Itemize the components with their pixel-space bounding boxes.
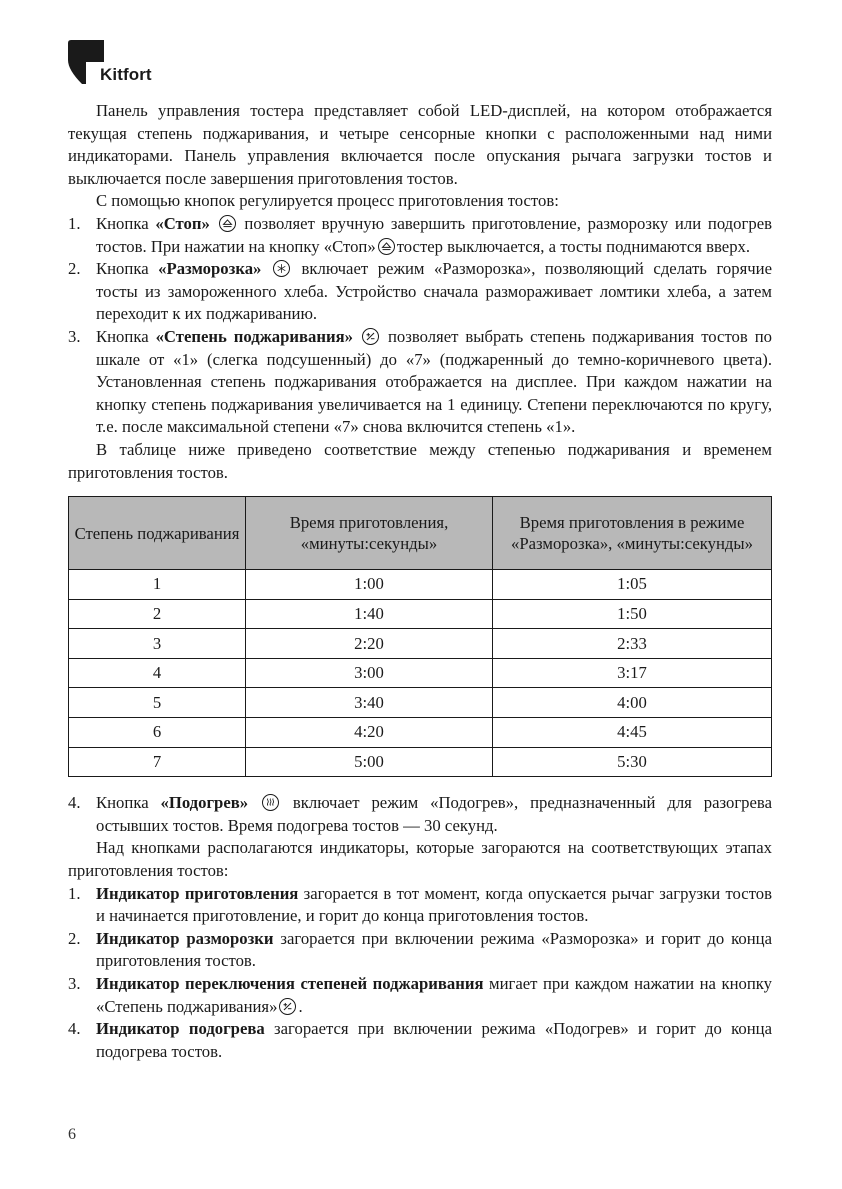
page-content — [68, 100, 772, 1063]
item-text: загорается при включении режима «Подогрев» и горит до конца подогрева тостов. — [96, 1019, 772, 1061]
heat-waves-icon — [262, 794, 279, 811]
kitfort-logo-mark — [68, 40, 104, 84]
list-number: 2. — [68, 928, 81, 948]
table-row — [69, 599, 772, 629]
item-title: «Разморозка» — [158, 259, 262, 279]
item-title: Индикатор переключения степеней поджаривания — [96, 974, 484, 993]
item-title: «Стоп» — [155, 213, 210, 233]
item-title: «Степень поджаривания» — [155, 326, 354, 346]
item-text: загорается при включении режима «Разморозка» и горит до конца приготовления тостов. — [96, 928, 772, 971]
eject-icon — [378, 238, 395, 255]
table-row — [69, 718, 772, 748]
table-header: Время приготовления, «минуты:секунды» — [246, 497, 493, 570]
table-cell: 3:17 — [493, 658, 772, 688]
table-cell: 2:20 — [246, 629, 493, 659]
table-cell: 1:50 — [493, 599, 772, 629]
list-item-defrost-indicator — [68, 928, 772, 973]
item-text: Кнопка — [96, 213, 156, 233]
list-number: 2. — [68, 259, 81, 279]
table-cell: 6 — [69, 718, 246, 748]
table-row — [69, 658, 772, 688]
browning-time-table — [68, 496, 772, 777]
item-text: мигает при каждом нажатии на кнопку «Степень поджаривания» — [96, 974, 773, 1016]
item-text: включает режим «Подогрев», предназначенный для разогрева остывших тостов. Время подогрева тостов — 30 секунд. — [96, 793, 772, 835]
table-cell: 3 — [69, 629, 246, 659]
table-cell: 1 — [69, 570, 246, 600]
item-text: тостер выключается, а тосты поднимаются вверх. — [396, 236, 751, 256]
table-row — [69, 629, 772, 659]
table-cell: 1:00 — [246, 570, 493, 600]
list-item-stop — [68, 213, 772, 258]
table-header: Время приготовления в режиме «Разморозка», «минуты:секунды» — [493, 497, 772, 570]
table-cell: 2:33 — [493, 629, 772, 659]
table-cell: 4:20 — [246, 718, 493, 748]
list-item-cooking-indicator — [68, 883, 772, 928]
table-cell: 4:00 — [493, 688, 772, 718]
list-number: 1. — [68, 213, 81, 233]
table-cell: 5:00 — [246, 747, 493, 777]
plus-minus-icon — [279, 998, 296, 1015]
item-text: Кнопка — [96, 259, 159, 279]
table-row — [69, 747, 772, 777]
table-cell: 7 — [69, 747, 246, 777]
brand-name: Kitfort — [100, 65, 152, 84]
plus-minus-icon — [362, 328, 379, 345]
table-row — [69, 570, 772, 600]
eject-icon — [219, 215, 236, 232]
list-item-reheat — [68, 792, 772, 837]
buttons-intro: С помощью кнопок регулируется процесс приготовления тостов: — [96, 191, 559, 211]
table-intro: В таблице ниже приведено соответствие между степенью поджаривания и временем приготовления тостов. — [68, 439, 772, 482]
item-text: включает режим «Разморозка», позволяющий сделать горячие тосты из замороженного хлеба. Устройство сначала размораживает ломтики хлеба, а затем переходит к их поджариванию. — [96, 259, 772, 324]
list-item-browning — [68, 326, 772, 439]
table-cell: 2 — [69, 599, 246, 629]
list-number: 1. — [68, 883, 81, 903]
intro-paragraph: Панель управления тостера представляет собой LED-дисплей, на котором отображается текущая степень поджаривания, и четыре сенсорные кнопки с расположенными над ними индикаторами. Панель управления включается после опускания рычага загрузки тостов и выключается после завершения приготовления тостов. — [68, 101, 772, 188]
item-text: Кнопка — [96, 793, 161, 813]
list-item-defrost — [68, 258, 772, 326]
table-cell: 1:05 — [493, 570, 772, 600]
table-cell: 5 — [69, 688, 246, 718]
page-number: 6 — [68, 1126, 76, 1143]
list-item-browning-indicator — [68, 973, 772, 1018]
list-number: 3. — [68, 326, 81, 346]
item-text: загорается в тот момент, когда опускается рычаг загрузки тостов и начинается приготовление, и горит до конца приготовления тостов. — [96, 883, 772, 926]
item-title: Индикатор подогрева — [96, 1019, 265, 1039]
table-cell: 1:40 — [246, 599, 493, 629]
list-number: 4. — [68, 1019, 81, 1039]
list-item-reheat-indicator — [68, 1018, 772, 1063]
table-header: Степень поджаривания — [69, 497, 246, 570]
item-text: . — [298, 996, 303, 1016]
item-title: Индикатор разморозки — [96, 928, 274, 948]
list-number: 4. — [68, 793, 81, 813]
kitfort-logo — [68, 40, 152, 84]
item-text: позволяет вручную завершить приготовление, разморозку или подогрев тостов. При нажатии на кнопку «Стоп» — [96, 213, 772, 256]
item-title: Индикатор приготовления — [96, 883, 299, 903]
item-title: «Подогрев» — [160, 793, 249, 813]
table-cell: 5:30 — [493, 747, 772, 777]
item-text: Кнопка — [96, 326, 156, 346]
table-cell: 4:45 — [493, 718, 772, 748]
table-header-row — [69, 497, 772, 570]
item-text: позволяет выбрать степень поджаривания тостов по шкале от «1» (слегка подсушенный) до «7» (поджаренный до темно-коричневого цвета). Установленная степень поджаривания отображается на дисплее. При каждом нажатии на кнопку степень поджаривания увеличивается на 1 единицу. Степени переключаются по кругу, т.е. после максимальной степени «7» снова включится степень «1». — [96, 326, 772, 437]
list-number: 3. — [68, 974, 81, 993]
table-cell: 3:40 — [246, 688, 493, 718]
table-row — [69, 688, 772, 718]
table-cell: 3:00 — [246, 658, 493, 688]
indicators-intro: Над кнопками располагаются индикаторы, которые загораются на соответствующих этапах приготовления тостов: — [68, 838, 772, 881]
table-cell: 4 — [69, 658, 246, 688]
snowflake-icon — [273, 260, 290, 277]
